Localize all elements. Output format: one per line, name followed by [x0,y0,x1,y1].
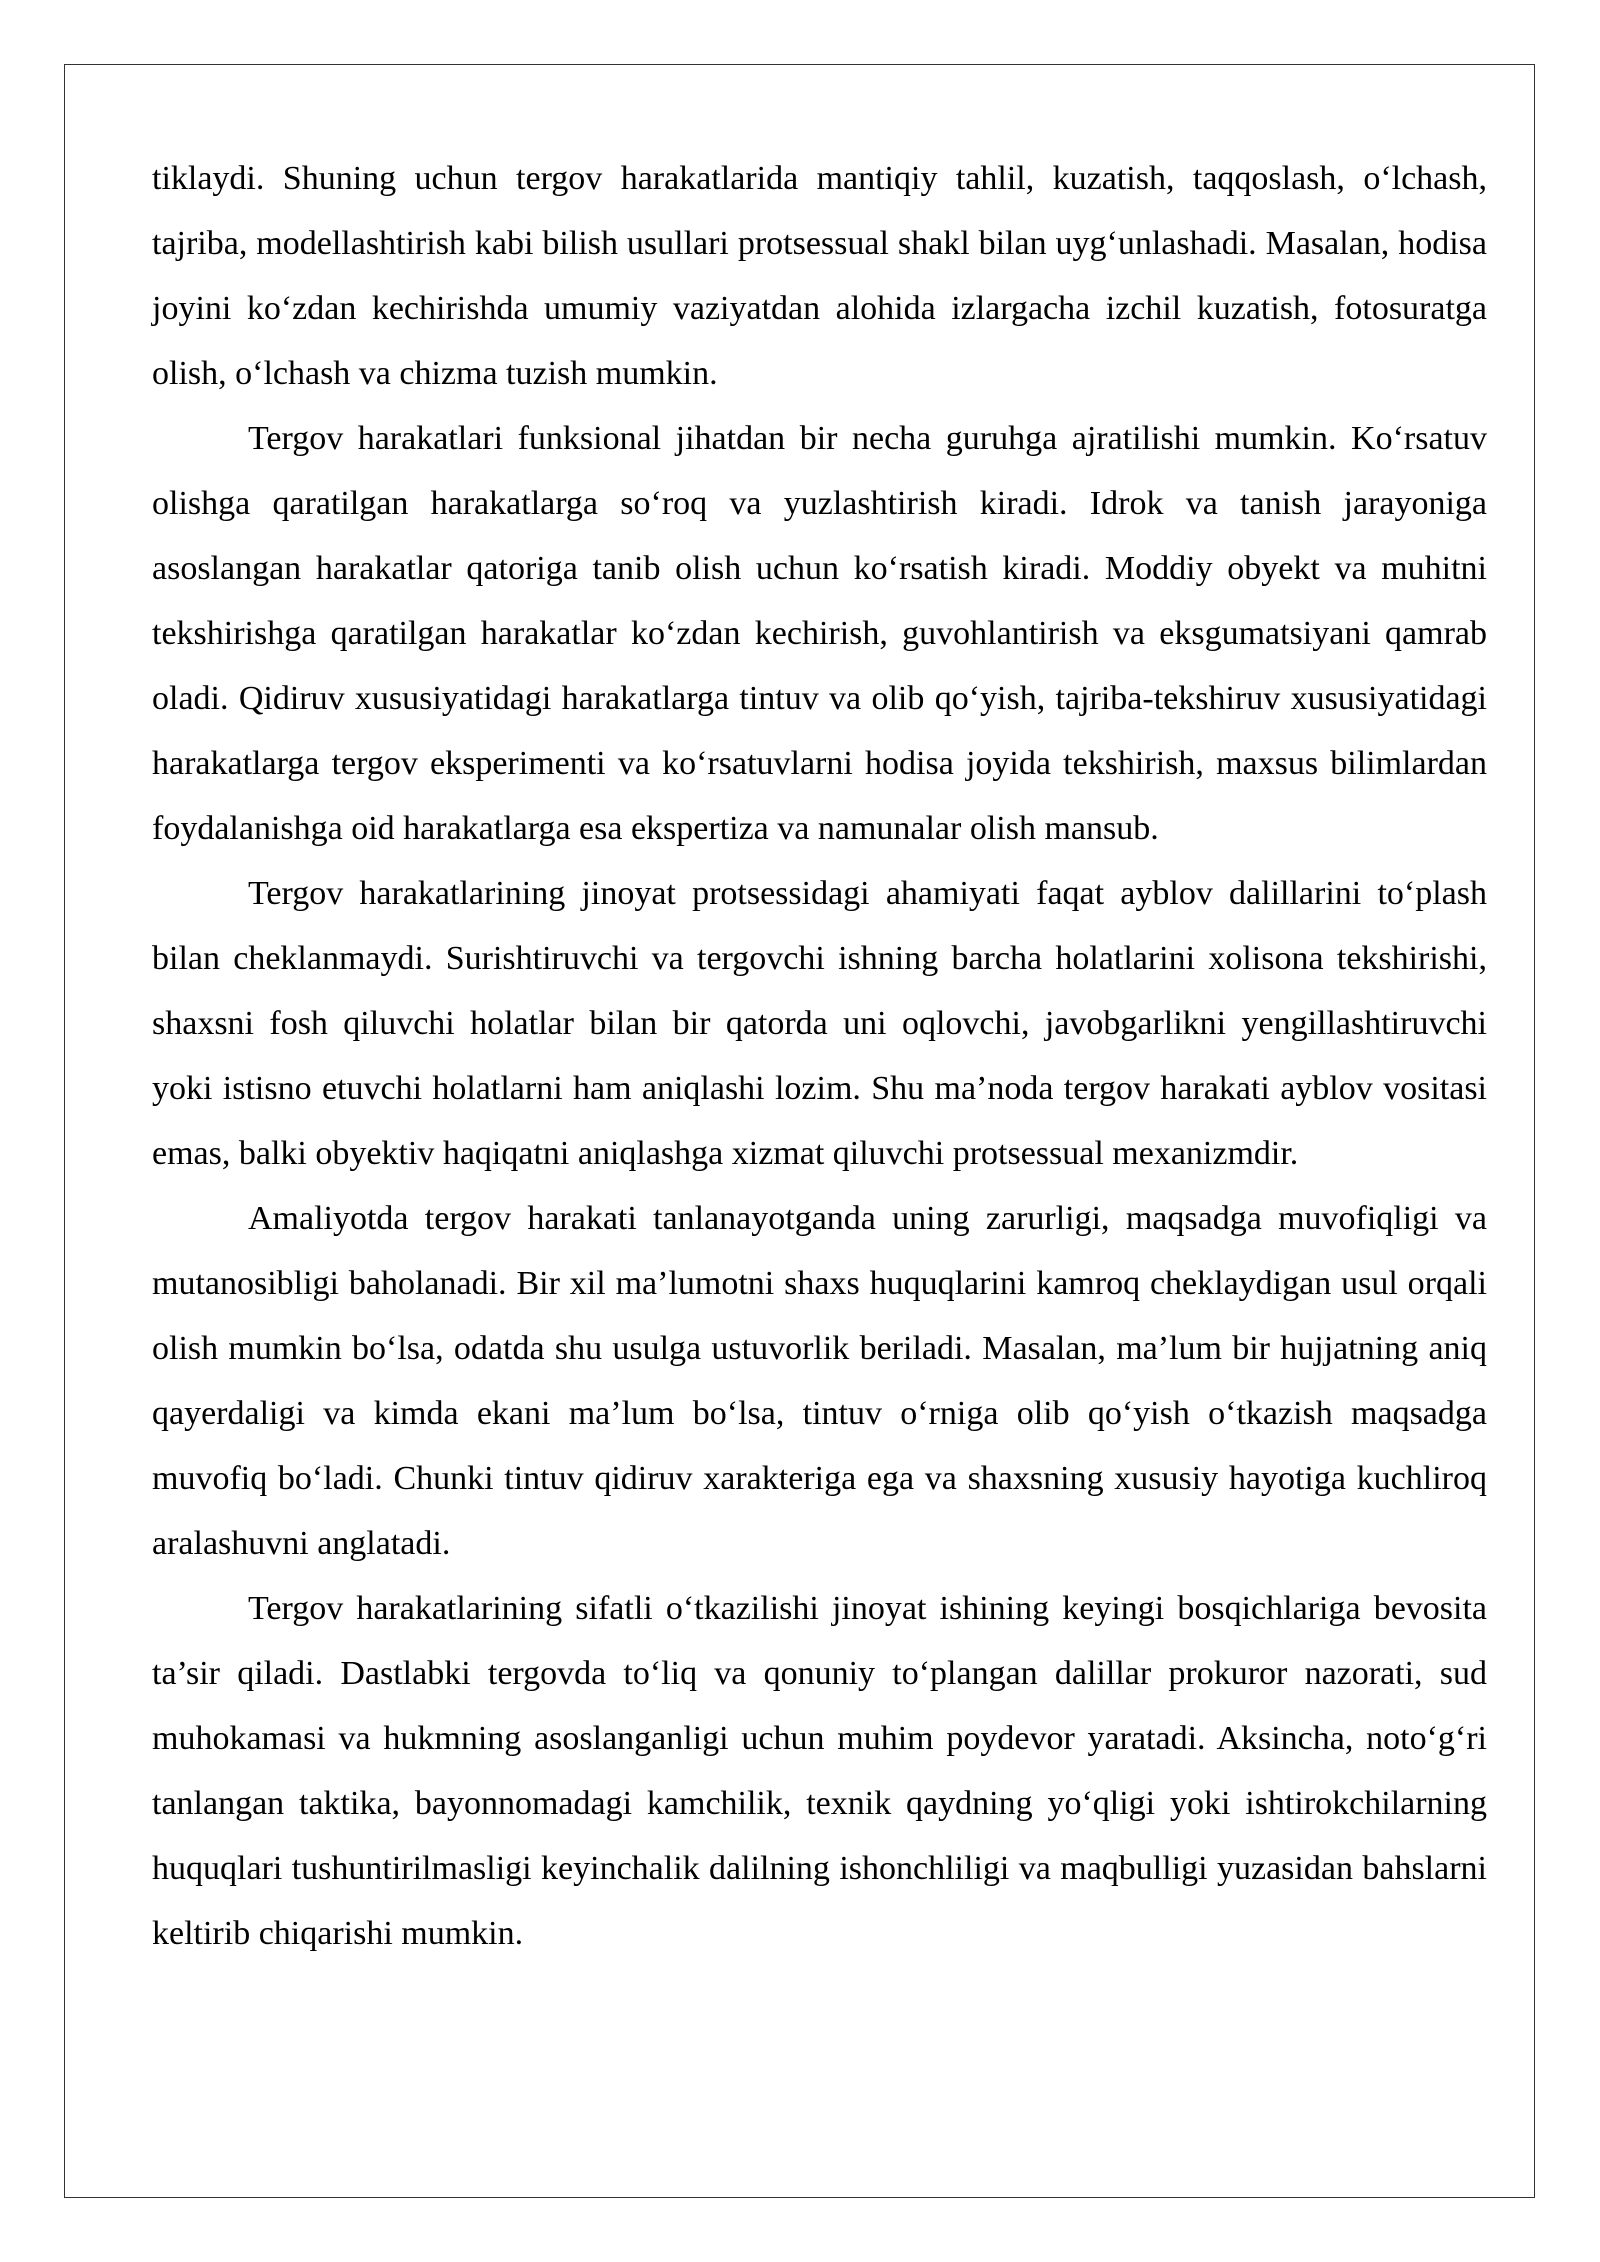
paragraph-5: Tergov harakatlarining sifatli o‘tkazilishi jinoyat ishining keyingi bosqichlariga bevosita ta’sir qiladi. Dastlabki tergovda to‘liq va qonuniy to‘plangan dalillar prokuror nazorati, sud muhokamasi va hukmning asoslanganligi uchun muhim poydevor yaratadi. Aksincha, noto‘g‘ri tanlangan taktika, bayonnomadagi kamchilik, texnik qaydning yo‘qligi yoki ishtirokchilarning huquqlari tushuntirilmasligi keyinchalik dalilning ishonchliligi va maqbulligi yuzasidan bahslarni keltirib chiqarishi mumkin. [152,1590,1487,1952]
paragraph-3: Tergov harakatlarining jinoyat protsessidagi ahamiyati faqat ayblov dalillarini to‘plash bilan cheklanmaydi. Surishtiruvchi va tergovchi ishning barcha holatlarini xolisona tekshirishi, shaxsni fosh qiluvchi holatlar bilan bir qatorda uni oqlovchi, javobgarlikni yengillashtiruvchi yoki istisno etuvchi holatlarni ham aniqlashi lozim. Shu ma’noda tergov harakati ayblov vositasi emas, balki obyektiv haqiqatni aniqlashga xizmat qiluvchi protsessual mexanizmdir. [152,875,1487,1172]
paragraph-2: Tergov harakatlari funksional jihatdan bir necha guruhga ajratilishi mumkin. Ko‘rsatuv olishga qaratilgan harakatlarga so‘roq va yuzlashtirish kiradi. Idrok va tanish jarayoniga asoslangan harakatlar qatoriga tanib olish uchun ko‘rsatish kiradi. Moddiy obyekt va muhitni tekshirishga qaratilgan harakatlar ko‘zdan kechirish, guvohlantirish va eksgumatsiyani qamrab oladi. Qidiruv xususiyatidagi harakatlarga tintuv va olib qo‘yish, tajriba-tekshiruv xususiyatidagi harakatlarga tergov eksperimenti va ko‘rsatuvlarni hodisa joyida tekshirish, maxsus bilimlardan foydalanishga oid harakatlarga esa ekspertiza va namunalar olish mansub. [152,420,1487,847]
document-body [152,146,1487,1966]
paragraph-4: Amaliyotda tergov harakati tanlanayotganda uning zarurligi, maqsadga muvofiqligi va mutanosibligi baholanadi. Bir xil ma’lumotni shaxs huquqlarini kamroq cheklaydigan usul orqali olish mumkin bo‘lsa, odatda shu usulga ustuvorlik beriladi. Masalan, ma’lum bir hujjatning aniq qayerdaligi va kimda ekani ma’lum bo‘lsa, tintuv o‘rniga olib qo‘yish o‘tkazish maqsadga muvofiq bo‘ladi. Chunki tintuv qidiruv xarakteriga ega va shaxsning xususiy hayotiga kuchliroq aralashuvni anglatadi. [152,1200,1487,1562]
paragraph-1: tiklaydi. Shuning uchun tergov harakatlarida mantiqiy tahlil, kuzatish, taqqoslash, o‘lchash, tajriba, modellashtirish kabi bilish usullari protsessual shakl bilan uyg‘unlashadi. Masalan, hodisa joyini ko‘zdan kechirishda umumiy vaziyatdan alohida izlargacha izchil kuzatish, fotosuratga olish, o‘lchash va chizma tuzish mumkin. [152,160,1487,392]
